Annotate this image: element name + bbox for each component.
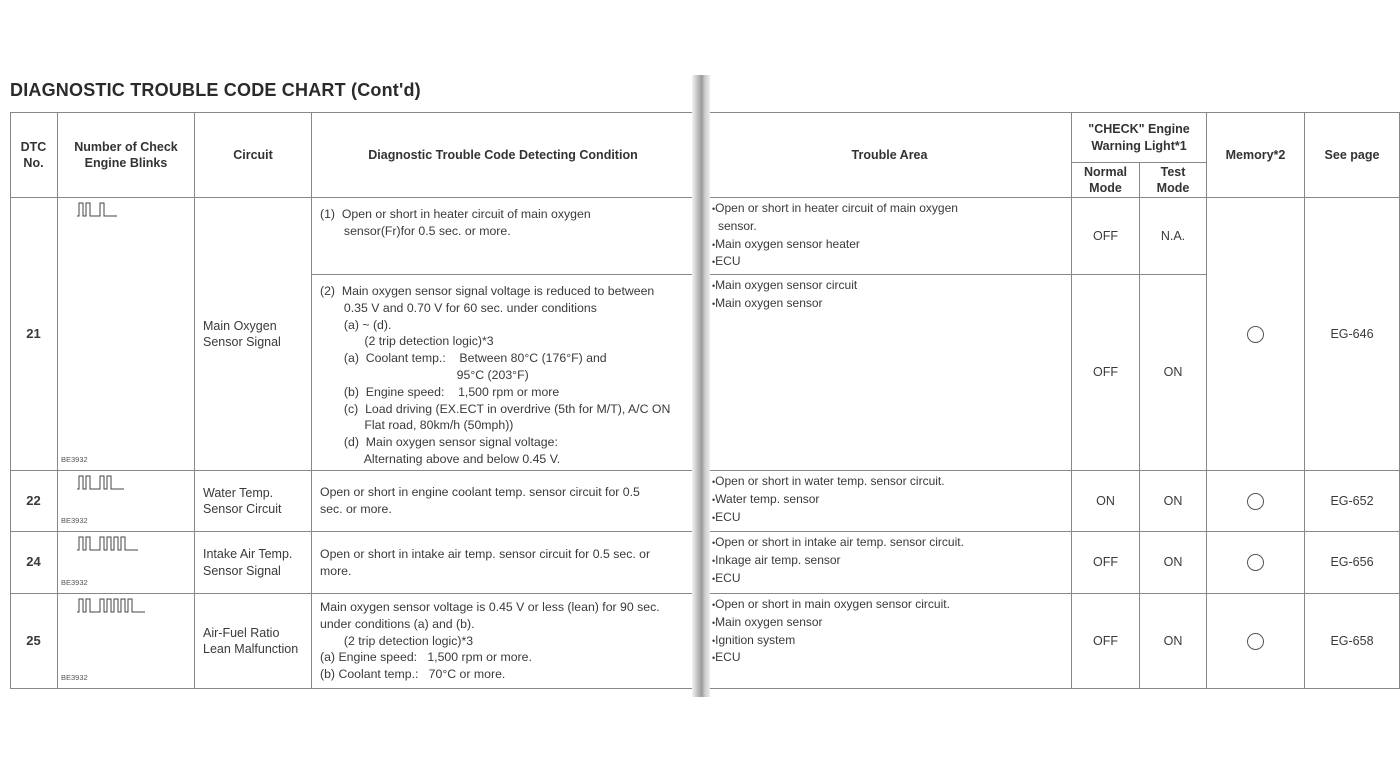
condition-line: Flat road, 80km/h (50mph)) (320, 418, 514, 433)
status-value: ON (1163, 365, 1183, 380)
status-value: OFF (1093, 228, 1118, 243)
circuit-name: Air-Fuel Ratio Lean Malfunction (203, 625, 299, 656)
normal-mode-status (1072, 471, 1140, 532)
page-reference: EG-652 (1330, 493, 1374, 508)
condition-line: 95°C (203°F) (320, 367, 529, 382)
detecting-condition (312, 275, 695, 471)
memory (1207, 198, 1305, 471)
status-value: OFF (1093, 555, 1118, 570)
status-value: ON (1163, 555, 1183, 570)
book-gutter (692, 75, 710, 697)
blink-waveform-icon (77, 534, 177, 552)
condition-line: more. (320, 563, 352, 578)
status-value: ON (1096, 493, 1115, 508)
header-label: Diagnostic Trouble Code Detecting Condition (368, 147, 638, 162)
header-warning-light (1072, 113, 1207, 163)
memory-circle-icon (1247, 326, 1264, 343)
normal-mode-status (1072, 198, 1140, 275)
test-mode-status (1140, 275, 1207, 471)
detecting-condition (312, 471, 695, 532)
detecting-condition (312, 594, 695, 689)
status-value: ON (1163, 633, 1183, 648)
blink-pattern (58, 198, 195, 471)
trouble-area (708, 471, 1072, 532)
trouble-area-item: • ECU (712, 570, 741, 588)
condition-line: Alternating above and below 0.45 V. (320, 451, 561, 466)
condition-line: (2 trip detection logic)*3 (320, 334, 494, 349)
header-memory (1207, 113, 1305, 198)
header-label: "CHECK" Engine Warning Light*1 (1088, 122, 1190, 153)
test-mode-status (1140, 532, 1207, 594)
detecting-condition (312, 198, 695, 275)
test-mode-status (1140, 198, 1207, 275)
header-label: Memory*2 (1225, 147, 1286, 162)
memory-circle-icon (1247, 554, 1264, 571)
blink-pattern (58, 532, 195, 594)
trouble-area (708, 594, 1072, 689)
condition-line: (a) Coolant temp.: Between 80°C (176°F) and (320, 351, 607, 366)
header-label: Normal Mode (1083, 164, 1128, 195)
condition-line: Open or short in intake air temp. sensor circuit for 0.5 sec. or (320, 546, 651, 561)
header-trouble-area (708, 113, 1072, 198)
dtc-number (10, 471, 58, 532)
test-mode-status (1140, 594, 1207, 689)
trouble-area-item: • Open or short in main oxygen sensor circuit. (712, 596, 950, 614)
trouble-area-item: • Main oxygen sensor (712, 295, 823, 313)
condition-line: (1) Open or short in heater circuit of main oxygen (320, 207, 591, 221)
header-normal-mode (1072, 163, 1140, 198)
dtc-code: 25 (26, 632, 41, 648)
circuit (195, 471, 312, 532)
header-label: Test Mode (1156, 164, 1190, 195)
dtc-number (10, 198, 58, 471)
trouble-area-item: • ECU (712, 253, 741, 271)
see-page (1305, 198, 1400, 471)
figure-ref: BE3932 (61, 577, 88, 587)
normal-mode-status (1072, 532, 1140, 594)
see-page (1305, 471, 1400, 532)
condition-line: (b) Engine speed: 1,500 rpm or more (320, 384, 560, 399)
header-circuit (195, 113, 312, 198)
circuit-name: Water Temp. Sensor Circuit (203, 485, 282, 516)
page-reference: EG-658 (1330, 633, 1374, 648)
condition-line: under conditions (a) and (b). (320, 616, 475, 631)
trouble-area-item: • Open or short in water temp. sensor circuit. (712, 473, 945, 491)
circuit-name: Intake Air Temp. Sensor Signal (203, 547, 293, 578)
status-value: OFF (1093, 633, 1118, 648)
dtc-code: 24 (26, 554, 41, 570)
page-title: DIAGNOSTIC TROUBLE CODE CHART (Cont'd) (10, 80, 421, 100)
figure-ref: BE3932 (61, 454, 88, 464)
header-blinks (58, 113, 195, 198)
page-reference: EG-646 (1330, 326, 1374, 341)
blink-waveform-icon (77, 200, 177, 218)
memory (1207, 532, 1305, 594)
circuit (195, 594, 312, 689)
memory-circle-icon (1247, 493, 1264, 510)
blink-pattern (58, 471, 195, 532)
condition-line: 0.35 V and 0.70 V for 60 sec. under conditions (320, 300, 597, 315)
trouble-area-item: • Main oxygen sensor circuit (712, 277, 857, 295)
dtc-code: 21 (26, 325, 41, 341)
circuit-name: Main Oxygen Sensor Signal (203, 318, 281, 349)
trouble-area-item: sensor. (718, 218, 757, 233)
trouble-area (708, 532, 1072, 594)
see-page (1305, 532, 1400, 594)
header-see-page (1305, 113, 1400, 198)
dtc-number (10, 532, 58, 594)
trouble-area-item: • Ignition system (712, 632, 795, 650)
blink-waveform-icon (77, 596, 177, 614)
header-label: Circuit (233, 147, 273, 162)
dtc-number (10, 594, 58, 689)
status-value: N.A. (1160, 228, 1186, 243)
status-value: ON (1163, 493, 1183, 508)
dtc-code: 22 (26, 492, 41, 508)
blink-pattern (58, 594, 195, 689)
header-label: DTC No. (20, 139, 47, 170)
header-condition (312, 113, 695, 198)
trouble-area (708, 198, 1072, 275)
condition-line: (c) Load driving (EX.ECT in overdrive (5th for M/T), A/C ON (320, 401, 671, 416)
see-page (1305, 594, 1400, 689)
memory (1207, 594, 1305, 689)
normal-mode-status (1072, 594, 1140, 689)
trouble-area-item: • Open or short in heater circuit of main oxygen (712, 200, 958, 218)
figure-ref: BE3932 (61, 672, 88, 682)
test-mode-status (1140, 471, 1207, 532)
normal-mode-status (1072, 275, 1140, 471)
header-dtc (10, 113, 58, 198)
condition-line: Open or short in engine coolant temp. sensor circuit for 0.5 (320, 485, 640, 500)
condition-line: sec. or more. (320, 502, 392, 516)
memory (1207, 471, 1305, 532)
header-label: Trouble Area (851, 147, 928, 162)
condition-line: sensor(Fr)for 0.5 sec. or more. (320, 223, 511, 238)
header-label: See page (1324, 147, 1380, 162)
circuit (195, 198, 312, 471)
condition-line: (2 trip detection logic)*3 (320, 633, 474, 648)
header-label: Number of Check Engine Blinks (74, 139, 178, 170)
trouble-area-item: • Water temp. sensor (712, 491, 819, 509)
detecting-condition (312, 532, 695, 594)
trouble-area-item: • Inkage air temp. sensor (712, 552, 841, 570)
condition-line: Main oxygen sensor voltage is 0.45 V or less (lean) for 90 sec. (320, 600, 660, 614)
condition-line: (b) Coolant temp.: 70°C or more. (320, 667, 506, 682)
figure-ref: BE3932 (61, 515, 88, 525)
header-test-mode (1140, 163, 1207, 198)
status-value: OFF (1093, 365, 1118, 380)
condition-line: (a) ~ (d). (320, 317, 392, 332)
blink-waveform-icon (77, 473, 177, 491)
memory-circle-icon (1247, 633, 1264, 650)
condition-line: (d) Main oxygen sensor signal voltage: (320, 435, 558, 450)
trouble-area-item: • Open or short in intake air temp. sensor circuit. (712, 534, 964, 552)
circuit (195, 532, 312, 594)
trouble-area-item: • ECU (712, 509, 741, 527)
page-reference: EG-656 (1330, 555, 1374, 570)
trouble-area-item: • ECU (712, 649, 741, 667)
trouble-area-item: • Main oxygen sensor (712, 614, 823, 632)
condition-line: (2) Main oxygen sensor signal voltage is reduced to between (320, 284, 655, 298)
trouble-area (708, 275, 1072, 471)
trouble-area-item: • Main oxygen sensor heater (712, 236, 860, 254)
condition-line: (a) Engine speed: 1,500 rpm or more. (320, 650, 532, 665)
